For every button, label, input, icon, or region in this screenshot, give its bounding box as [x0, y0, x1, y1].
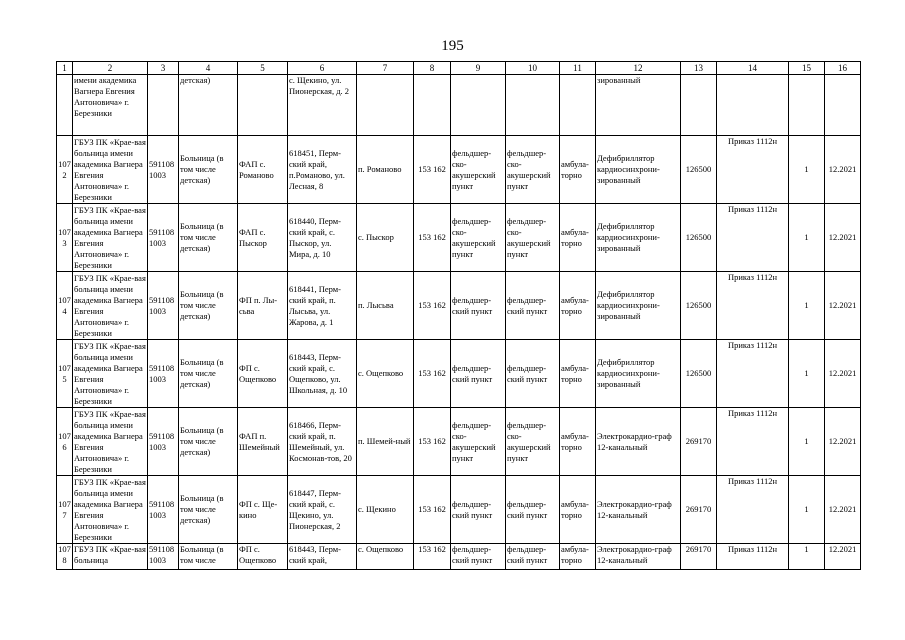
cell-code [148, 75, 179, 136]
cell-type: Больница (в том числе детская) [179, 408, 238, 476]
cell-c11: амбула-торно [560, 340, 596, 408]
column-number: 4 [179, 62, 238, 75]
cell-code: 591108 1003 [148, 136, 179, 204]
cell-date [825, 75, 861, 136]
cell-qty: 1 [789, 476, 825, 544]
cell-c10: фельдшер-ско-акушерский пункт [506, 204, 560, 272]
cell-order: Приказ 1112н [717, 136, 789, 204]
table-row [57, 544, 861, 570]
cell-organization: ГБУЗ ПК «Крае-вая больница имени академика Вагнера Евгения Антоновича» г. Березники [74, 204, 146, 270]
cell-place: с. Ощепково [357, 544, 414, 570]
cell-price: 269170 [681, 476, 717, 544]
table-row [57, 272, 861, 340]
cell-place: п. Романово [357, 136, 414, 204]
cell-number: 1073 [57, 204, 73, 272]
cell-qty: 1 [789, 340, 825, 408]
column-number: 7 [357, 62, 414, 75]
cell-code: 591108 1003 [148, 204, 179, 272]
cell-kod: 153 162 [414, 408, 451, 476]
cell-equipment: Электрокардио-граф 12-канальный [596, 408, 681, 476]
cell-organization: имени академика Вагнера Евгения Антоновича» г. Березники [73, 75, 148, 136]
page-number: 195 [441, 38, 464, 54]
column-number: 12 [596, 62, 681, 75]
cell-unit: ФАП с. Романово [238, 136, 288, 204]
table-row [57, 408, 861, 476]
cell-price: 126500 [681, 136, 717, 204]
column-number: 2 [73, 62, 148, 75]
cell-type: Больница (в том числе детская) [179, 204, 238, 272]
cell-address: 618441, Перм-ский край, п. Лысьва, ул. Жарова, д. 1 [288, 272, 357, 340]
cell-organization: ГБУЗ ПК «Крае-вая больница имени академика Вагнера Евгения Антоновича» г. Березники [74, 272, 146, 338]
cell-price: 126500 [681, 272, 717, 340]
cell-code: 591108 1003 [148, 408, 179, 476]
cell-order: Приказ 1112н [717, 272, 789, 340]
cell-type: Больница (в том числе детская) [179, 340, 238, 408]
cell-address: 618447, Перм-ский край, с. Щекино, ул. Пионерская, 2 [288, 476, 357, 544]
cell-equipment: Дефибриллятор кардиосинхрони-зированный [596, 204, 681, 272]
cell-equipment: Электрокардио-граф 12-канальный [596, 476, 681, 544]
cell-c10: фельдшер-ский пункт [506, 544, 560, 570]
cell-equipment: Дефибриллятор кардиосинхрони-зированный [596, 340, 681, 408]
cell-price: 269170 [681, 544, 717, 570]
cell-type: Больница (в том числе [179, 544, 238, 570]
table-row [57, 204, 861, 272]
cell-place: п. Шемей-ный [357, 408, 414, 476]
cell-address: с. Щекино, ул. Пионерская, д. 2 [288, 75, 357, 136]
cell-c10: фельдшер-ский пункт [506, 476, 560, 544]
cell-unit: ФП п. Лы-сьва [238, 272, 288, 340]
cell-date: 12.2021 [825, 340, 861, 408]
cell-equipment: Дефибриллятор кардиосинхрони-зированный [596, 272, 681, 340]
column-number: 15 [789, 62, 825, 75]
cell-unit: ФП с. Ще-кино [238, 476, 288, 544]
cell-c10: фельдшер-ско-акушерский пункт [506, 136, 560, 204]
cell-date: 12.2021 [825, 544, 861, 570]
column-number: 13 [681, 62, 717, 75]
cell-c11: амбула-торно [560, 408, 596, 476]
cell-c9: фельдшер-ский пункт [451, 476, 506, 544]
table-row [57, 476, 861, 544]
column-number: 8 [414, 62, 451, 75]
column-number: 16 [825, 62, 861, 75]
cell-c11: амбула-торно [560, 544, 596, 570]
cell-address: 618466, Перм-ский край, п. Шемейный, ул. Космонав-тов, 20 [288, 408, 357, 476]
table-row [57, 340, 861, 408]
cell-price: 126500 [681, 340, 717, 408]
cell-order: Приказ 1112н [717, 204, 789, 272]
cell-kod: 153 162 [414, 204, 451, 272]
cell-code: 591108 1003 [148, 340, 179, 408]
cell-place: с. Пыскор [357, 204, 414, 272]
cell-price: 269170 [681, 408, 717, 476]
cell-order [717, 75, 789, 136]
cell-c10: фельдшер-ский пункт [506, 340, 560, 408]
table-row [57, 136, 861, 204]
cell-price: 126500 [681, 204, 717, 272]
cell-kod: 153 162 [414, 272, 451, 340]
cell-price [681, 75, 717, 136]
cell-c10: фельдшер-ско-акушерский пункт [506, 408, 560, 476]
cell-c9: фельдшер-ский пункт [451, 272, 506, 340]
cell-number: 1075 [57, 340, 73, 408]
cell-order: Приказ 1112н [717, 340, 789, 408]
cell-qty: 1 [789, 408, 825, 476]
cell-address: 618443, Перм-ский край, [288, 544, 357, 570]
cell-kod: 153 162 [414, 476, 451, 544]
cell-kod [414, 75, 451, 136]
cell-number: 1076 [57, 408, 73, 476]
cell-address: 618443, Перм-ский край, с. Ощепково, ул. Школьная, д. 10 [288, 340, 357, 408]
column-number: 6 [288, 62, 357, 75]
cell-date: 12.2021 [825, 408, 861, 476]
cell-number: 1072 [57, 136, 73, 204]
cell-c10: фельдшер-ский пункт [506, 272, 560, 340]
column-number-row [57, 62, 861, 75]
cell-organization: ГБУЗ ПК «Крае-вая больница имени академика Вагнера Евгения Антоновича» г. Березники [74, 340, 146, 406]
cell-type: Больница (в том числе детская) [179, 272, 238, 340]
cell-code: 591108 1003 [148, 476, 179, 544]
cell-order: Приказ 1112н [717, 408, 789, 476]
cell-place: с. Щекино [357, 476, 414, 544]
cell-unit: ФАП п. Шемейный [238, 408, 288, 476]
cell-equipment: Электрокардио-граф 12-канальный [596, 544, 681, 570]
cell-qty: 1 [789, 544, 825, 570]
cell-type: Больница (в том числе детская) [179, 136, 238, 204]
column-number: 5 [238, 62, 288, 75]
cell-c11: амбула-торно [560, 476, 596, 544]
cell-date: 12.2021 [825, 204, 861, 272]
cell-number [57, 75, 73, 136]
cell-c9: фельдшер-ский пункт [451, 544, 506, 570]
cell-place [357, 75, 414, 136]
cell-c10 [506, 75, 560, 136]
cell-equipment: Дефибриллятор кардиосинхрони-зированный [596, 136, 681, 204]
column-number: 3 [148, 62, 179, 75]
cell-type: детская) [179, 75, 238, 136]
cell-date: 12.2021 [825, 476, 861, 544]
column-number: 9 [451, 62, 506, 75]
cell-c9: фельдшер-ско-акушерский пункт [451, 136, 506, 204]
cell-unit: ФП с. Ощепково [238, 544, 288, 570]
cell-number: 1078 [57, 544, 73, 570]
cell-equipment: зированный [596, 75, 681, 136]
cell-address: 618451, Перм-ский край, п.Романово, ул. Лесная, 8 [288, 136, 357, 204]
cell-date: 12.2021 [825, 272, 861, 340]
cell-place: п. Лысьва [357, 272, 414, 340]
cell-organization: ГБУЗ ПК «Крае-вая больница имени академика Вагнера Евгения Антоновича» г. Березники [74, 136, 146, 202]
cell-c11: амбула-торно [560, 204, 596, 272]
cell-kod: 153 162 [414, 544, 451, 570]
cell-number: 1074 [57, 272, 73, 340]
cell-unit: ФАП с. Пыскор [238, 204, 288, 272]
cell-code: 591108 1003 [148, 544, 179, 570]
cell-c9: фельдшер-ско-акушерский пункт [451, 408, 506, 476]
cell-c9: фельдшер-ско-акушерский пункт [451, 204, 506, 272]
column-number: 10 [506, 62, 560, 75]
cell-c9: фельдшер-ский пункт [451, 340, 506, 408]
column-number: 1 [57, 62, 73, 75]
column-number: 11 [560, 62, 596, 75]
cell-unit [238, 75, 288, 136]
cell-qty: 1 [789, 204, 825, 272]
cell-c9 [451, 75, 506, 136]
cell-type: Больница (в том числе детская) [179, 476, 238, 544]
cell-organization: ГБУЗ ПК «Крае-вая больница [73, 544, 148, 570]
cell-c11 [560, 75, 596, 136]
register-table [56, 61, 861, 570]
cell-c11: амбула-торно [560, 136, 596, 204]
cell-unit: ФП с. Ощепково [238, 340, 288, 408]
cell-order: Приказ 1112н [717, 544, 789, 570]
column-number: 14 [717, 62, 789, 75]
cell-qty [789, 75, 825, 136]
cell-date: 12.2021 [825, 136, 861, 204]
cell-qty: 1 [789, 272, 825, 340]
cell-qty: 1 [789, 136, 825, 204]
cell-kod: 153 162 [414, 340, 451, 408]
cell-number: 1077 [57, 476, 73, 544]
cell-kod: 153 162 [414, 136, 451, 204]
cell-place: с. Ощепково [357, 340, 414, 408]
cell-organization: ГБУЗ ПК «Крае-вая больница имени академика Вагнера Евгения Антоновича» г. Березники [74, 408, 146, 474]
cell-order: Приказ 1112н [717, 476, 789, 544]
cell-organization: ГБУЗ ПК «Крае-вая больница имени академика Вагнера Евгения Антоновича» г. Березники [74, 476, 146, 542]
cell-c11: амбула-торно [560, 272, 596, 340]
table-row [57, 75, 861, 136]
cell-address: 618440, Перм-ский край, с. Пыскор, ул. Мира, д. 10 [288, 204, 357, 272]
cell-code: 591108 1003 [148, 272, 179, 340]
